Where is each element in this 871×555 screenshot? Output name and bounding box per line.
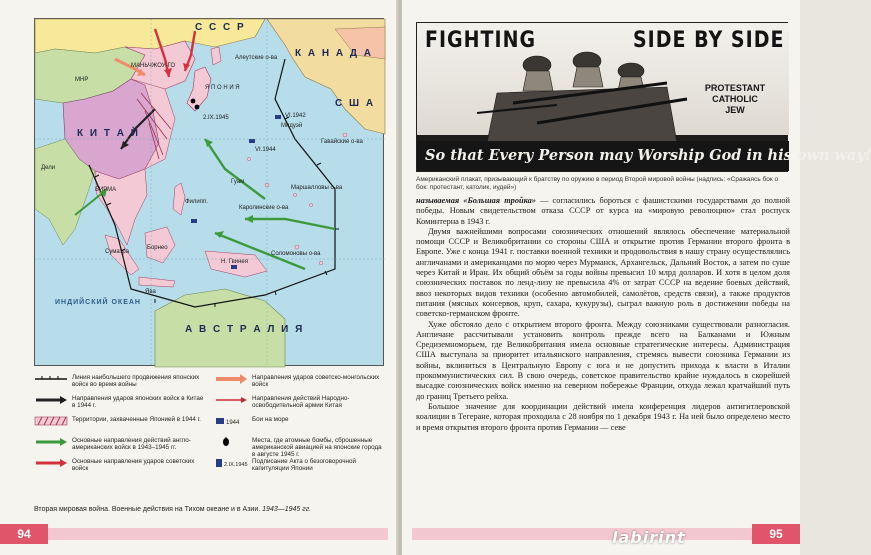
map-label-australia: А В С Т Р А Л И Я — [185, 324, 305, 335]
faith-jew: JEW — [725, 105, 745, 115]
orange-arrow-icon — [214, 374, 248, 384]
legend-item-atomic-bombs: Места, где атомные бомбы, сброшенные американской авиацией на японские города в августе 1945 г. — [214, 437, 386, 458]
map-label-date-1945: 2.IX.1945 — [203, 115, 229, 121]
page-number-right: 95 — [752, 524, 800, 544]
map-label-new-guinea: Н. Гвинея — [221, 259, 249, 265]
legend-item-max-advance: Линия наибольшего продвижения японских войск во время войны — [34, 374, 206, 395]
poster-caption: Американский плакат, призывающий к братству по оружию в период Второй мировой войны (надпись: «Сражаясь бок о бок: протестант, католик, иудей») — [416, 176, 779, 191]
legend-column-right — [214, 374, 386, 479]
map-label-caroline: Каролинские о-ва — [239, 205, 289, 211]
left-footer-band — [48, 528, 388, 540]
map-label-marshall: Маршалловы о-ва — [291, 185, 343, 191]
legend-item-us-uk-strikes: Основные направления действий англо-американских войск в 1943–1945 гг. — [34, 437, 206, 458]
bomb-icon — [214, 437, 248, 447]
green-arrow-icon — [34, 437, 68, 447]
surrender-flag-icon — [214, 458, 248, 468]
map-label-indian-ocean: ИНДИЙСКИЙ ОКЕАН — [55, 299, 141, 306]
body-text — [416, 196, 790, 433]
faith-protestant: PROTESTANT — [704, 83, 766, 93]
red-arrow-icon — [34, 458, 68, 468]
legend-column-left — [34, 374, 206, 479]
map-graphic — [35, 19, 385, 367]
map-legend — [34, 374, 384, 504]
map-label-date-1942: VI.1942 — [285, 113, 306, 119]
pacific-war-map — [34, 18, 384, 366]
map-label-java: Ява — [145, 289, 156, 295]
paragraph-1: называемая «Большая тройка» — согласились бороться с фашистскими государствами до полной победы. Новым свидетельством отказа СССР от курса на «мировую революцию» стал роспуск Коминтерна в 1943 г. — [416, 196, 790, 226]
sea-battle-year: 1944 — [226, 420, 240, 426]
paragraph-3: Хуже обстояло дело с открытием второго фронта. Между союзниками существовали разногласия. Англичане рассчитывали установить контроль прежде всего на Балканами и Южным Средиземноморьем, где Великобритания имела основные стратегические интересы. Администрация США выступала за приоритет итальянского направления, стремясь вывести союзника Германии из войны, вклиниться в Центральную Европу с юга и не допустить прихода к власти в Италии прокоммунистических сил. В свою очередь, советское правительство крайне нуждалось в скорейшей высадке союзнических войск именно на северном побережье Франции, откуда лежал кратчайший путь до границ Третьего рейха. — [416, 319, 790, 401]
map-label-china: К И Т А Й — [77, 128, 140, 139]
legend-item-soviet-mongol: Направления ударов советско-монгольских войск — [214, 374, 386, 395]
right-page — [402, 0, 871, 555]
poster-banner: So that Every Person may Worship God in his own way! — [417, 141, 789, 171]
caption-years: 1943—1945 гг. — [262, 506, 312, 513]
map-label-midway: Мидуэй — [281, 123, 303, 129]
labirint-watermark-logo: labirint — [612, 528, 686, 547]
paragraph-2: Двумя важнейшими вопросами союзнических отношений являлось обеспечение материальной помощи СССР и Великобритании со стороны США и открытие против Германии второго фронта в Европе. Уже с конца 1941 г. поставки военной техники и продовольствия в нашу страну осуществлялись англичанами и американцами по морю через Мурманск, Архангельск, Дальний Восток, а затем по суше через Китай и Иран. Их общий объём за годы войны превысил 10 млрд долларов. И хотя в целом доля союзнических поставок по ленд-лизу не превысила 4% от затрат СССР на ведение боевых действий, ввоз некоторых видов техники (особенно автомобилей, самолётов, средств связи), а также продуктов питания (мясных консервов, круп, сахара, кукурузы), сыграл важную роль в достижении победы на советско-германском фронте. — [416, 226, 790, 319]
map-label-hawaii: Гавайские о-ва — [321, 139, 363, 145]
map-label-usa: С Ш А — [335, 98, 376, 109]
map-caption: Вторая мировая война. Военные действия на Тихом океане и в Азии. 1943—1945 гг. — [34, 506, 312, 513]
legend-item-chinese-army: Направления действий Народно-освободительной армии Китая — [214, 395, 386, 416]
max-advance-line-icon — [34, 374, 68, 384]
bold-lead: называемая «Большая тройка» — [416, 196, 536, 205]
legend-item-sea-battles: 1944 Бои на море — [214, 416, 386, 437]
map-label-aleutian: Алеутские о-ва — [235, 55, 278, 61]
map-label-burma: БИРМА — [95, 187, 117, 193]
map-label-canada: К А Н А Д А — [295, 48, 374, 59]
map-label-delhi: Дели — [41, 165, 56, 171]
map-label-japan: Я П О Н И Я — [205, 85, 240, 91]
thin-red-arrow-icon — [214, 395, 248, 405]
map-label-date-1944: VI.1944 — [255, 147, 276, 153]
paragraph-4: Большое значение для координации действий имела конференция лидеров антигитлеровской коалиции в Тегеране, которая проходила с 28 ноября по 1 декабря 1943 г. На ней было определено место и время открытия второго фронта против Германии — севе — [416, 401, 790, 432]
map-label-solomon: Соломоновы о-ва — [271, 251, 321, 257]
faith-catholic: CATHOLIC — [712, 94, 758, 104]
legend-item-japanese-strikes: Направления ударов японских войск в Китае в 1944 г. — [34, 395, 206, 416]
map-label-manchukuo: МАНЬЧЖОУ-ГО — [131, 63, 176, 69]
propaganda-poster — [416, 22, 871, 172]
legend-item-surrender: 2.IX.1945 Подписание Акта о безоговорочной капитуляции Японии — [214, 458, 386, 479]
page-number-left: 94 — [0, 524, 48, 544]
right-footer-band — [412, 528, 752, 540]
map-label-philippines: Филипп. — [185, 199, 208, 205]
map-label-guam: Гуам — [231, 179, 245, 185]
poster-faiths — [685, 83, 785, 116]
legend-item-territory-1944: Территории, захваченные Японией в 1944 г. — [34, 416, 206, 437]
legend-item-soviet-strikes: Основные направления ударов советских войск — [34, 458, 206, 479]
map-label-mongolia: МНР — [75, 77, 89, 83]
map-label-borneo: Борнео — [147, 245, 168, 251]
hatched-territory-icon — [34, 416, 68, 426]
surrender-date: 2.IX.1945 — [224, 462, 248, 468]
map-label-sumatra: Суматра — [105, 249, 130, 255]
map-label-ussr: С С С Р — [195, 22, 246, 33]
sea-battle-icon — [214, 416, 248, 426]
poster-headline-right: SIDE BY SIDE — [633, 27, 785, 53]
poster-headline-left: FIGHTING — [425, 27, 537, 53]
black-arrow-icon — [34, 395, 68, 405]
left-page — [0, 0, 398, 555]
